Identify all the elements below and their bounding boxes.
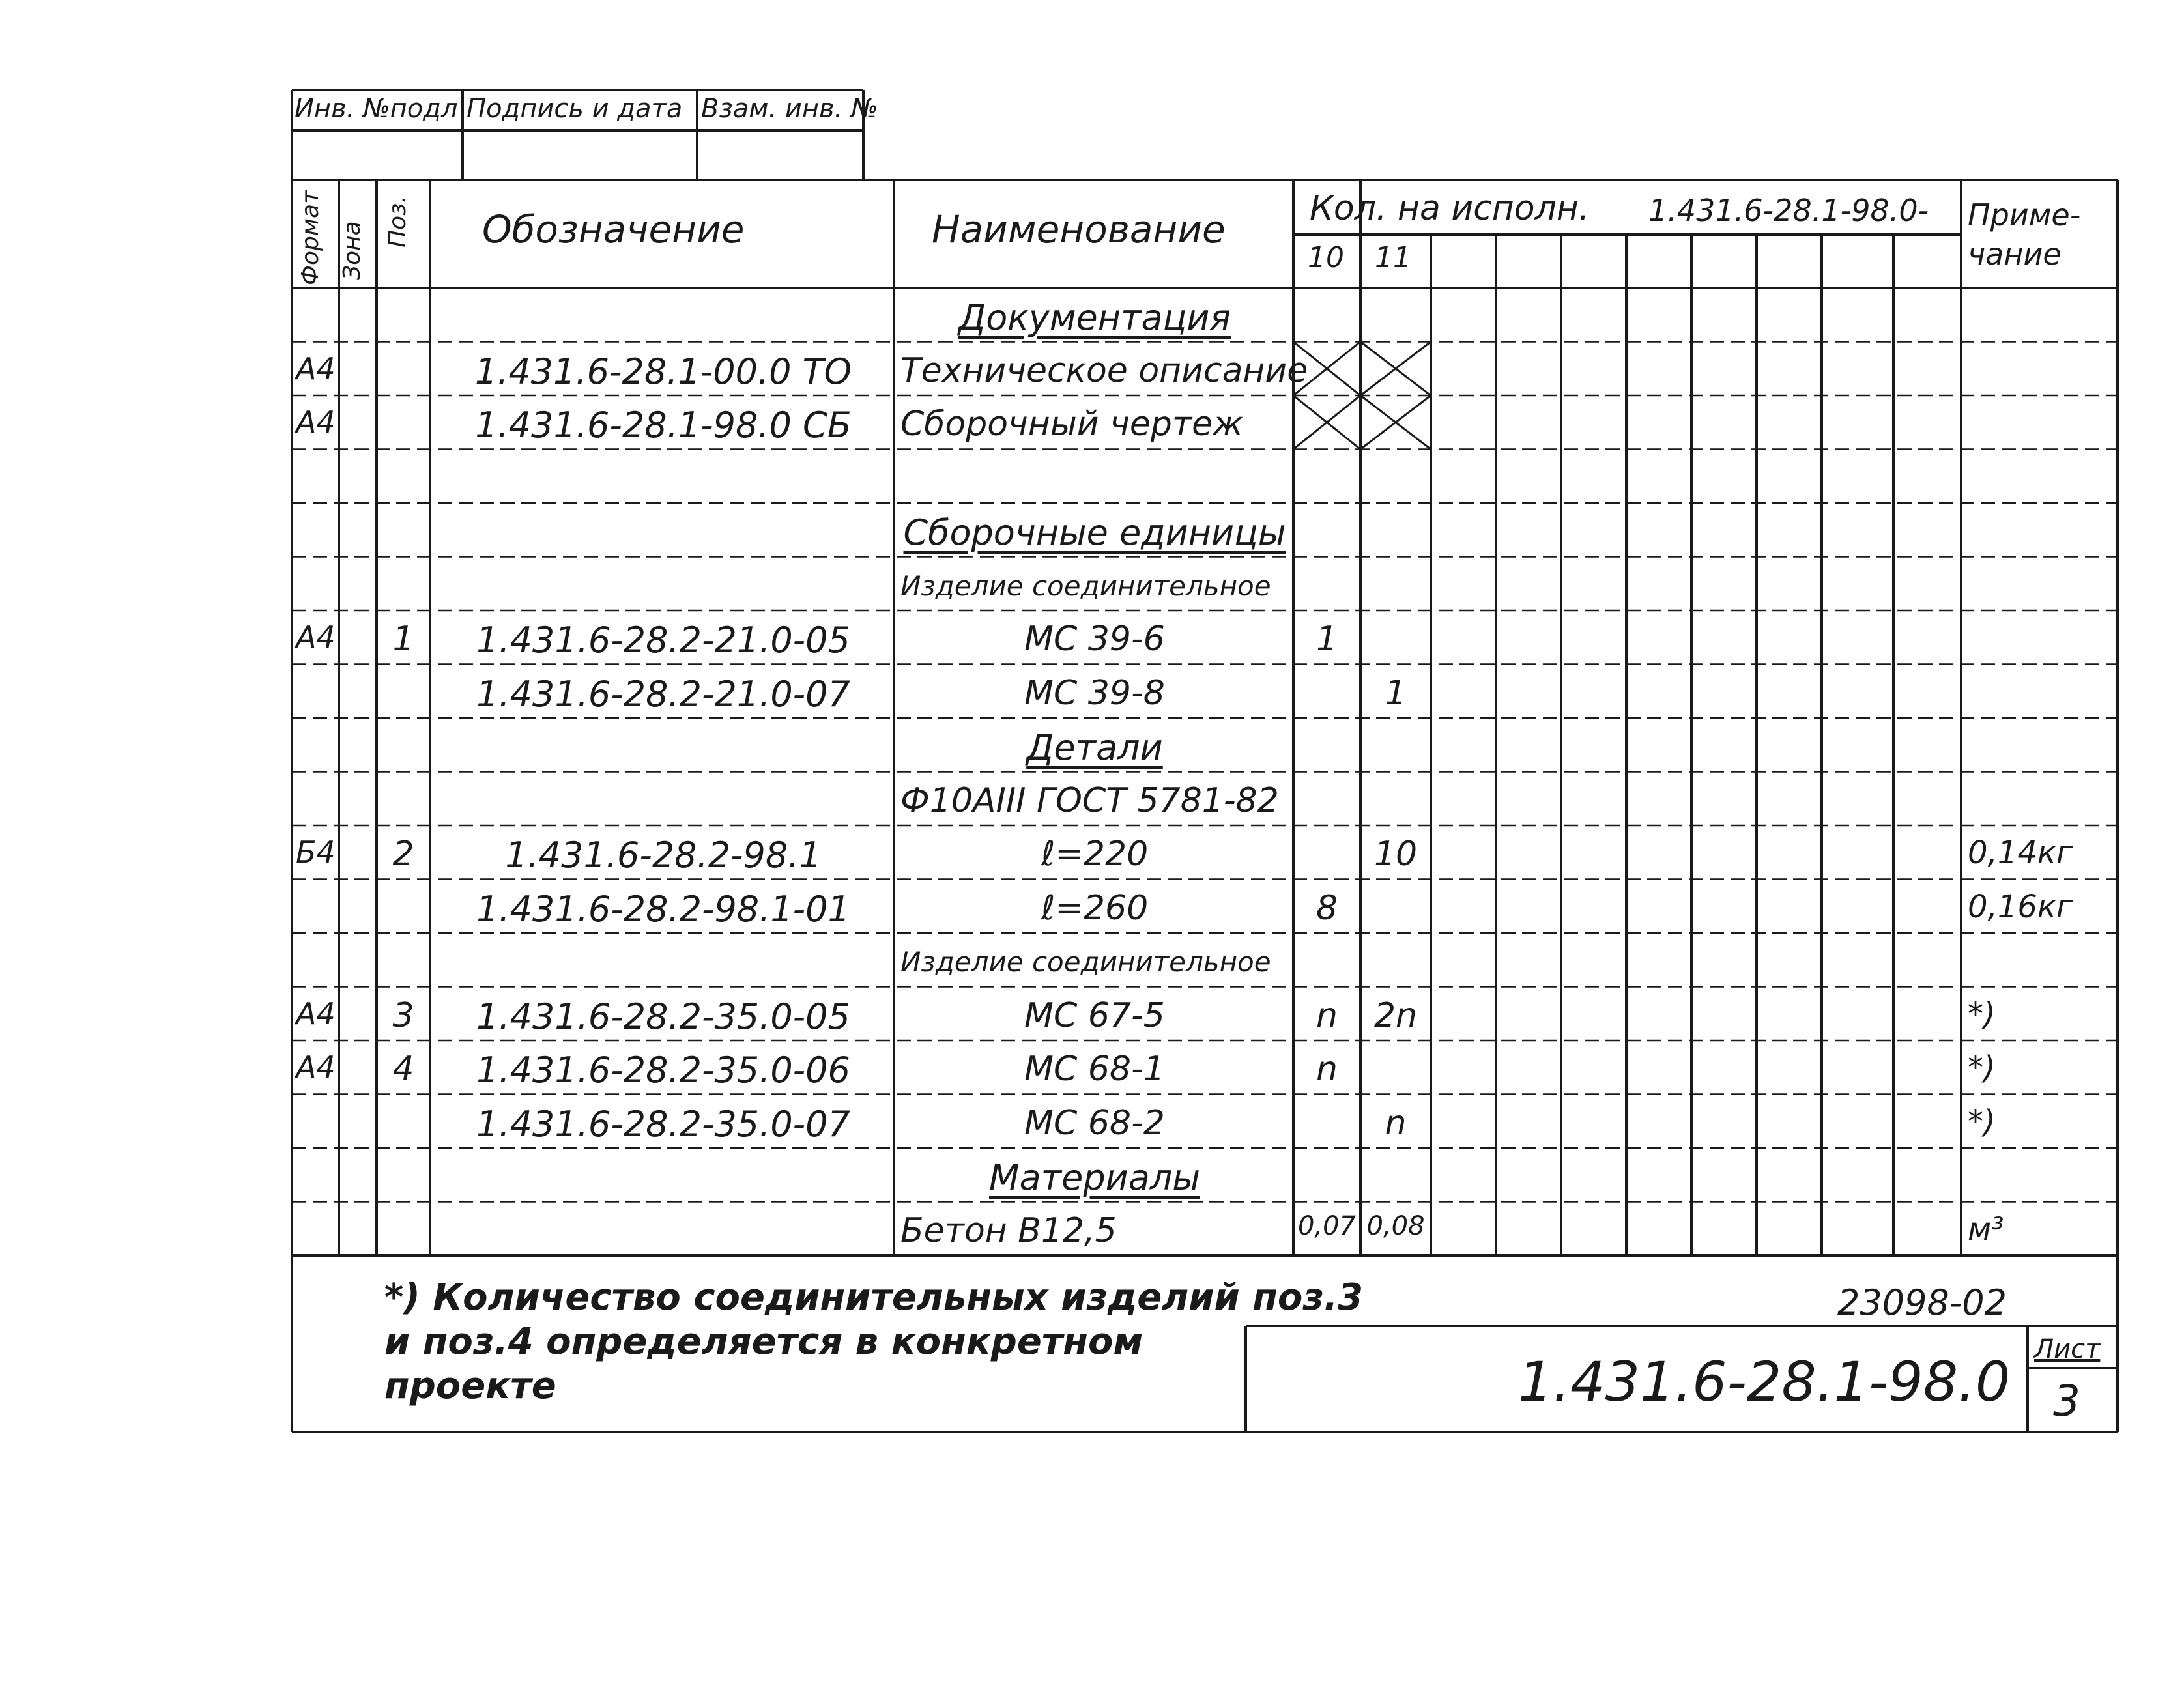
row-format: А4 bbox=[296, 620, 336, 655]
row-name: ℓ=260 bbox=[1041, 888, 1149, 928]
row-qty-10: n bbox=[1316, 1050, 1338, 1089]
row-note: *) bbox=[1968, 1103, 1996, 1140]
row-format: А4 bbox=[296, 1050, 336, 1085]
archive-number: 23098-02 bbox=[1837, 1282, 2007, 1323]
row-qty-11: 2n bbox=[1373, 996, 1418, 1035]
row-qty-11: 10 bbox=[1373, 835, 1418, 874]
row-designation: 1.431.6-28.2-21.0-05 bbox=[476, 620, 850, 661]
row-format: А4 bbox=[296, 405, 336, 440]
row-name: ℓ=220 bbox=[1041, 835, 1149, 874]
row-name: МС 67-5 bbox=[1024, 996, 1165, 1035]
row-name: Техническое описание bbox=[900, 351, 1308, 390]
row-name: МС 39-8 bbox=[1024, 673, 1165, 713]
row-name: Ф10АIII ГОСТ 5781-82 bbox=[900, 781, 1279, 820]
header-note: Приме- чание bbox=[1968, 197, 2081, 272]
row-note: м³ bbox=[1968, 1211, 2004, 1248]
section-title: Материалы bbox=[989, 1157, 1200, 1198]
header-variant-11: 11 bbox=[1375, 241, 1411, 274]
row-designation: 1.431.6-28.2-98.1 bbox=[505, 835, 822, 876]
header-qty-code: 1.431.6-28.1-98.0- bbox=[1648, 193, 1929, 228]
header-zona: Зона bbox=[339, 221, 366, 280]
header-designation: Обозначение bbox=[482, 207, 745, 251]
footnote: *) Количество соединительных изделий поз.3 и поз.4 определяется в конкретном проекте bbox=[384, 1276, 1364, 1407]
row-name: МС 68-1 bbox=[1024, 1050, 1165, 1089]
row-format: А4 bbox=[296, 351, 336, 386]
row-name: Бетон В12,5 bbox=[900, 1211, 1117, 1250]
section-title: Детали bbox=[1026, 727, 1163, 768]
stamp-inv-podl: Инв. №подл bbox=[295, 94, 458, 124]
header-qty-title: Кол. на исполн. bbox=[1310, 189, 1590, 228]
row-designation: 1.431.6-28.1-00.0 ТО bbox=[474, 351, 852, 392]
row-designation: 1.431.6-28.2-35.0-06 bbox=[476, 1050, 850, 1091]
section-title: Сборочные единицы bbox=[903, 512, 1286, 553]
row-format: А4 bbox=[296, 996, 336, 1031]
row-qty-10: n bbox=[1316, 996, 1338, 1035]
row-position: 4 bbox=[392, 1050, 414, 1089]
row-designation: 1.431.6-28.1-98.0 СБ bbox=[475, 405, 852, 446]
stamp-podpis-data: Подпись и дата bbox=[467, 94, 683, 124]
row-note: 0,14кг bbox=[1968, 835, 2073, 871]
row-qty-10: 0,07 bbox=[1297, 1211, 1357, 1241]
row-format: Б4 bbox=[296, 835, 336, 870]
row-position: 2 bbox=[392, 835, 414, 874]
row-name: МС 68-2 bbox=[1024, 1103, 1165, 1143]
row-name: Изделие соединительное bbox=[900, 946, 1271, 978]
row-qty-11: 1 bbox=[1385, 673, 1407, 713]
document-code: 1.431.6-28.1-98.0 bbox=[1518, 1350, 2011, 1414]
header-variant-10: 10 bbox=[1308, 241, 1344, 274]
row-name: Сборочный чертеж bbox=[900, 405, 1243, 444]
row-note: 0,16кг bbox=[1968, 888, 2073, 925]
row-note: *) bbox=[1968, 1050, 1996, 1086]
row-qty-11: 0,08 bbox=[1366, 1211, 1425, 1241]
row-designation: 1.431.6-28.2-35.0-07 bbox=[476, 1103, 850, 1145]
sheet-number: 3 bbox=[2053, 1376, 2080, 1426]
row-position: 1 bbox=[392, 620, 414, 659]
row-name: МС 39-6 bbox=[1024, 620, 1165, 659]
stamp-vzam-inv: Взам. инв. № bbox=[701, 94, 878, 124]
row-name: Изделие соединительное bbox=[900, 569, 1271, 602]
row-designation: 1.431.6-28.2-98.1-01 bbox=[476, 888, 850, 930]
row-qty-11: n bbox=[1385, 1103, 1407, 1143]
header-format: Формат bbox=[297, 190, 324, 285]
row-note: *) bbox=[1968, 996, 1996, 1033]
row-position: 3 bbox=[392, 996, 414, 1035]
header-poz: Поз. bbox=[384, 195, 411, 248]
row-qty-10: 8 bbox=[1315, 888, 1338, 928]
row-designation: 1.431.6-28.2-21.0-07 bbox=[476, 673, 850, 715]
row-qty-10: 1 bbox=[1315, 620, 1338, 659]
row-designation: 1.431.6-28.2-35.0-05 bbox=[476, 996, 850, 1037]
section-title: Документация bbox=[958, 297, 1231, 338]
sheet-label: Лист bbox=[2034, 1334, 2101, 1364]
header-name: Наименование bbox=[932, 207, 1226, 251]
